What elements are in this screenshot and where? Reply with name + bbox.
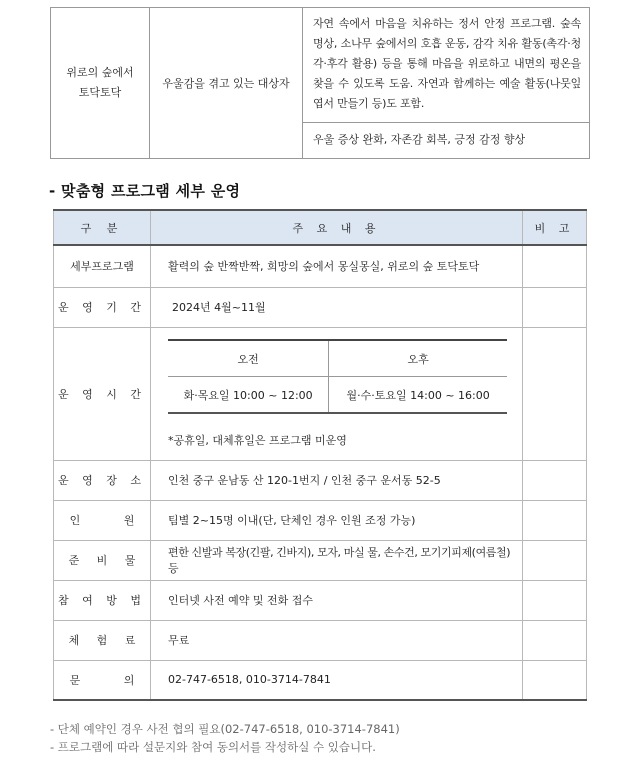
table-row xyxy=(54,245,587,287)
row-label: 참 여 방 법 xyxy=(54,580,151,620)
schedule-table xyxy=(168,339,507,414)
header-category: 구 분 xyxy=(54,210,151,245)
row-value: 무료 xyxy=(151,620,523,660)
row-value: 팀별 2~15명 이내(단, 단체인 경우 인원 조정 가능) xyxy=(151,500,523,540)
table-row xyxy=(54,287,587,327)
row-note xyxy=(523,287,587,327)
table-row xyxy=(54,500,587,540)
row-label: 운 영 기 간 xyxy=(54,287,151,327)
schedule-pm-header: 오후 xyxy=(329,340,507,377)
header-note: 비 고 xyxy=(523,210,587,245)
header-content: 주 요 내 용 xyxy=(151,210,523,245)
row-label: 운 영 시 간 xyxy=(54,327,151,460)
row-note xyxy=(523,620,587,660)
row-note xyxy=(523,327,587,460)
table-row xyxy=(54,327,587,460)
table-row xyxy=(54,540,587,580)
table-row xyxy=(54,620,587,660)
row-label: 체 험 료 xyxy=(54,620,151,660)
program-target: 우울감을 겪고 있는 대상자 xyxy=(150,8,303,159)
program-effect: 우울 증상 완화, 자존감 회복, 긍정 감정 향상 xyxy=(313,133,526,146)
row-note xyxy=(523,540,587,580)
row-note xyxy=(523,500,587,540)
row-label: 인 원 xyxy=(54,500,151,540)
footnotes xyxy=(50,720,400,756)
row-label: 준 비 물 xyxy=(54,540,151,580)
row-label: 세부프로그램 xyxy=(54,245,151,287)
program-detail-table xyxy=(50,7,590,159)
program-description-cell xyxy=(303,8,590,159)
schedule-cell xyxy=(151,327,523,460)
footnote-line: - 프로그램에 따라 설문지와 참여 동의서를 작성하실 수 있습니다. xyxy=(50,740,376,754)
row-value: 인천 중구 운남동 산 120-1번지 / 인천 중구 운서동 52-5 xyxy=(151,460,523,500)
program-name-cell xyxy=(51,8,150,159)
operation-table xyxy=(53,209,587,701)
row-value: 2024년 4월~11월 xyxy=(151,287,523,327)
schedule-am-value: 화·목요일 10:00 ~ 12:00 xyxy=(168,377,329,414)
table-row xyxy=(54,580,587,620)
table-header-row xyxy=(54,210,587,245)
row-note xyxy=(523,460,587,500)
row-value: 활력의 숲 반짝반짝, 희망의 숲에서 몽실몽실, 위로의 숲 토닥토닥 xyxy=(151,245,523,287)
program-description: 자연 속에서 마음을 치유하는 정서 안정 프로그램. 숲속 명상, 소나무 숲에서의 호흡 운동, 감각 치유 활동(촉각·청각·후각 활용) 등을 통해 마음을 위로하고 내면의 평온을 찾을 수 있도록 도움. 자연과 함께하는 예술 활동(나뭇잎 엽서 만들기 등)도 포함. xyxy=(313,17,581,110)
row-note xyxy=(523,245,587,287)
table-row xyxy=(54,460,587,500)
program-name-line2: 토닥토닥 xyxy=(78,86,122,99)
table-row xyxy=(54,660,587,700)
row-note xyxy=(523,580,587,620)
row-value: 인터넷 사전 예약 및 전화 접수 xyxy=(151,580,523,620)
program-name-line1: 위로의 숲에서 xyxy=(66,66,134,79)
row-label: 문 의 xyxy=(54,660,151,700)
schedule-pm-value: 월·수·토요일 14:00 ~ 16:00 xyxy=(329,377,507,414)
program-row xyxy=(51,8,590,159)
row-note xyxy=(523,660,587,700)
section-title: - 맞춤형 프로그램 세부 운영 xyxy=(49,182,241,200)
schedule-am-header: 오전 xyxy=(168,340,329,377)
footnote-line: - 단체 예약인 경우 사전 협의 필요(02-747-6518, 010-3714-7841) xyxy=(50,722,400,736)
row-value: 편한 신발과 복장(긴팔, 긴바지), 모자, 마실 물, 손수건, 모기기피제(여름철) 등 xyxy=(151,540,523,580)
holiday-note: *공휴일, 대체휴일은 프로그램 미운영 xyxy=(168,434,347,447)
row-label: 운 영 장 소 xyxy=(54,460,151,500)
row-value: 02-747-6518, 010-3714-7841 xyxy=(151,660,523,700)
